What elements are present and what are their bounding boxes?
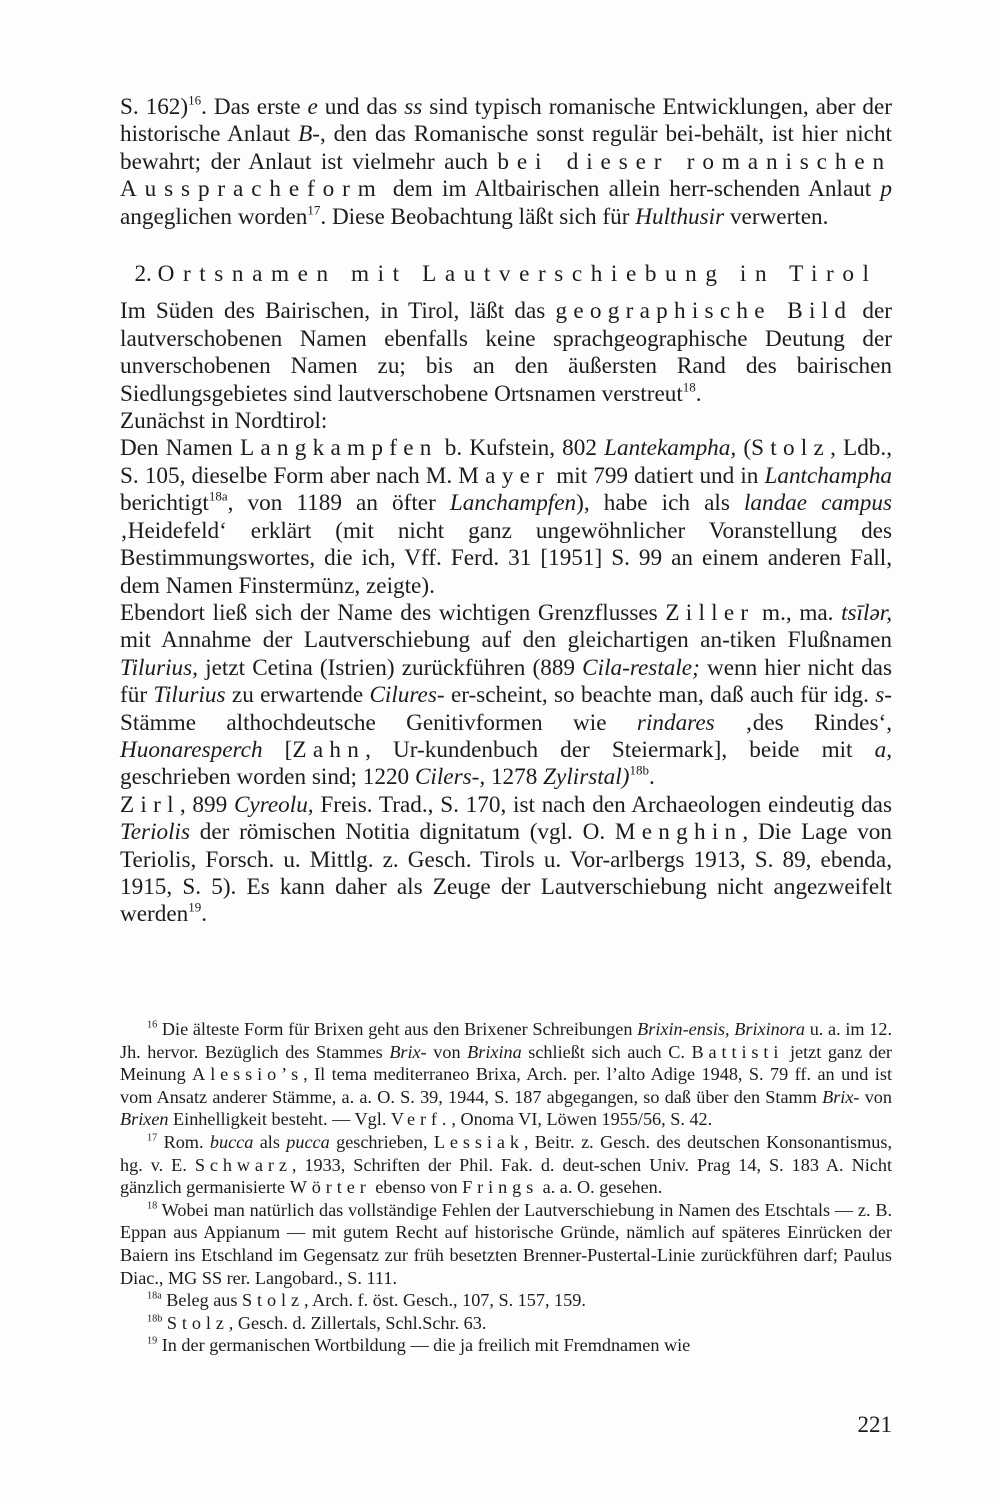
text-run: der lautverschobenen Namen ebenfalls keine sprachgeographische Deutung der unverschobenen Namen zu; bis an den äußersten Rand des bairischen Siedlungsgebietes sind lautverschobene Ortsnamen verstreut (120, 298, 893, 407)
text-run: , Gesch. d. Zillertals, Schl.Schr. 63. (228, 1312, 487, 1333)
paragraph-3: Zunächst in Nordtirol: (120, 408, 328, 435)
footnote-ref-19[interactable]: 19 (188, 899, 202, 915)
italic-term: Huonaresperch (120, 736, 263, 763)
italic-term: B- (298, 121, 320, 148)
footnote-number: 17 (147, 1132, 158, 1144)
italic-term: tsīlər, (841, 599, 892, 626)
spaced-emphasis: bei dieser romanischen Ausspracheform (120, 148, 893, 203)
spaced-emphasis: Ziller (665, 599, 755, 626)
footnote-ref-17[interactable]: 17 (307, 201, 321, 217)
italic-term: Tilurius, (120, 654, 198, 681)
author-name: Menghin (614, 819, 743, 846)
text-run: . (201, 901, 208, 928)
italic-term: Cilers-, (414, 764, 486, 791)
italic-term: bucca (209, 1131, 254, 1152)
text-run: Wobei man natürlich das vollständige Fehlen der Lautverschiebung in Namen des Etschtals — z. B. Eppan aus Appianum — mit gutem Recht auf historische Gründe, nämlich auf späteres Einrücken der Baiern ins Etschland im Gegensatz zur früh besetzten Brenner-Pustertal-Linie zurückführen darf; Paulus Diac., MG SS rer. Langobard., S. 111. (120, 1199, 892, 1288)
author-name: Schwarz (194, 1154, 292, 1175)
italic-term: Zylirstal) (543, 764, 630, 791)
text-run: Den Namen (120, 435, 240, 462)
text-run: Im Süden des Bairischen, in Tirol, läßt das (120, 298, 556, 325)
italic-term: Lanchampfen (449, 490, 577, 517)
section-number: 2. (134, 261, 152, 288)
paragraph-6 (120, 792, 892, 929)
italic-term: Lantchampha (764, 462, 892, 489)
italic-term: Hulthusir (635, 203, 725, 230)
text-run: angeglichen worden (120, 203, 308, 230)
paragraph-2 (120, 298, 892, 408)
text-run: , Ur-kundenbuch der Steiermark], beide mit (365, 736, 875, 763)
footnote-ref-18[interactable]: 18 (682, 378, 696, 394)
author-name: Frings (462, 1177, 539, 1198)
text-run: Rom. (157, 1131, 210, 1152)
text-run: , Ldb., S. 105, dieselbe Form aber nach M. (120, 435, 892, 489)
italic-term: a, (874, 736, 892, 763)
text-run: und das (317, 94, 405, 120)
italic-term: Cyreolu, (233, 791, 314, 818)
text-run: als (253, 1131, 287, 1152)
text-run: Freis. Trad., S. 170, ist nach den Archaeologen eindeutig das (313, 791, 892, 818)
text-run: , Arch. f. öst. Gesch., 107, S. 157, 159. (304, 1290, 586, 1311)
author-name: Lessiak (433, 1131, 524, 1152)
text-run: der römischen Notitia dignitatum (vgl. O. (190, 819, 615, 846)
text-run: jetzt ganz der Meinung (120, 1041, 892, 1085)
text-run: , Il tema mediterraneo Brixa, Arch. per. l’alto Adige 1948, S. 79 ff. an und ist vom Ansatz anderer Stämme, a. a. O. S. 39, 1944, S. 187 abgegangen, so daß über den Stamm (120, 1064, 892, 1107)
author-name: Verf. (390, 1109, 452, 1130)
text-run: , 1933, Schriften der Phil. Fak. d. deut-schen Univ. Prag 14, S. 183 A. Nicht gänzlich germanisierte (120, 1154, 892, 1198)
text-run: In der germanischen Wortbildung — die ja freilich mit Fremdnamen wie (157, 1335, 691, 1356)
italic-term: Cilures- (369, 682, 445, 709)
text-run: 1278 (485, 764, 544, 791)
footnote-16 (120, 1018, 892, 1131)
text-run: , von 1189 an öfter (227, 490, 450, 517)
italic-term: Tilurius (153, 682, 226, 709)
italic-term: Cila-restale; (582, 654, 700, 681)
footnote-number: 19 (147, 1335, 158, 1347)
paragraph-4 (120, 435, 892, 599)
italic-term: s (875, 682, 885, 709)
text-run: . Diese Beobachtung läßt sich für (320, 203, 636, 230)
text-run: verwerten. (724, 203, 829, 230)
text-run: Einhelligkeit besteht. — Vgl. (168, 1109, 391, 1130)
author-name: Stolz (751, 435, 831, 462)
text-run: b. Kufstein, 802 (437, 435, 605, 462)
text-run: . (648, 764, 655, 791)
text-run: Ebendort ließ sich der Name des wichtigen Grenzflusses (120, 599, 666, 626)
footnote-ref-18a[interactable]: 18a (208, 488, 228, 504)
text-run: . (695, 380, 702, 407)
text-run: mit Annahme der Lautverschiebung auf den gleichartigen an-tiken Flußnamen (120, 627, 892, 654)
page-number: 221 (857, 1412, 892, 1437)
text-run: mit 799 datiert und in (550, 462, 765, 489)
italic-term: p (880, 176, 892, 203)
text-run: geschrieben, (329, 1131, 434, 1152)
text-run: , Onoma VI, Löwen 1955/56, S. 42. (451, 1109, 713, 1130)
author-name: Zahn (292, 736, 366, 763)
text-run: ‚Heidefeld‘ erklärt (mit nicht ganz ungewöhnlicher Voranstellung des Bestimmungswortes, die ich, Vff. Ferd. 31 [1951] S. 99 an einem anderen Fall, dem Namen Finstermünz, zeigte). (120, 517, 892, 599)
section-title: Ortsnamen mit Lautverschiebung in Tirol (157, 261, 878, 288)
italic-term: Brix- (822, 1086, 860, 1107)
text-run: zu erwartende (225, 682, 370, 709)
footnote-ref-18b[interactable]: 18b (629, 762, 649, 778)
text-run: wenn hier nicht das für (120, 654, 892, 709)
author-name: Alessio’s (192, 1064, 304, 1085)
spaced-emphasis: Wörter (289, 1177, 371, 1198)
text-run: , den das Romanische sonst regulär bei-behält, ist hier nicht bewahrt; der Anlaut ist vielmehr auch (120, 121, 893, 175)
italic-term: Brix- (389, 1041, 427, 1062)
text-run: ( (736, 435, 752, 462)
text-run: sind typisch romanische Entwicklungen, aber der historische Anlaut (120, 94, 893, 148)
italic-term: Brixen (120, 1109, 169, 1130)
spaced-emphasis: Langkampfen (239, 435, 438, 462)
text-run: -Stämme althochdeutsche Genitivformen wie (120, 682, 892, 736)
spaced-emphasis: geographische Bild (555, 298, 853, 325)
author-name: Stolz (242, 1290, 304, 1311)
text-run: ‚des Rindes‘, (714, 709, 892, 736)
footnote-ref-16[interactable]: 16 (188, 92, 202, 108)
italic-term: ss (404, 94, 423, 120)
footnote-18a (120, 1289, 892, 1312)
italic-term: pucca (286, 1131, 330, 1152)
section-heading (120, 261, 892, 288)
author-name: Battisti (691, 1041, 784, 1062)
text-run: von (426, 1041, 468, 1062)
footnote-number: 18b (147, 1313, 163, 1325)
text-run: , Die Lage von Teriolis, Forsch. u. Mittlg. z. Gesch. Tirols u. Vor-arlbergs 1913, S. 89, ebenda, 1915, S. 5). Es kann daher als Zeuge der Lautverschiebung nicht angezweifelt werden (120, 819, 892, 928)
author-name: Stolz (166, 1312, 229, 1333)
footnote-18b (120, 1312, 892, 1335)
text-run: a. a. O. gesehen. (538, 1177, 663, 1198)
italic-term: landae campus (743, 490, 893, 517)
paragraph-1 (120, 94, 892, 231)
footnotes (120, 1018, 892, 1357)
text-run: schließt sich auch C. (521, 1041, 692, 1062)
footnote-number: 16 (147, 1019, 158, 1031)
spaced-emphasis: Zirl (120, 791, 180, 818)
text-run: dem im Altbairischen allein herr-schenden Anlaut (383, 176, 881, 203)
italic-term: Brixina (467, 1041, 522, 1062)
author-name: Mayer (458, 462, 551, 489)
italic-term: rindares (636, 709, 715, 736)
footnote-number: 18a (147, 1290, 162, 1302)
paragraph-5 (120, 600, 892, 792)
text-run: , Beitr. z. Gesch. des deutschen Konsonantismus, hg. v. E. (120, 1131, 892, 1175)
italic-term: Lantekampha, (604, 435, 737, 462)
text-run: von (859, 1086, 892, 1107)
italic-term: Teriolis (120, 819, 191, 846)
text-run: er-scheint, so beachte man, daß auch für idg. (444, 682, 876, 709)
text-run: m., ma. (754, 599, 842, 626)
main-text (120, 94, 892, 929)
text-run: geschrieben worden sind; 1220 (120, 764, 415, 791)
text-run: u. a. im 12. Jh. hervor. Bezüglich des Stammes (120, 1019, 892, 1062)
text-run: Beleg aus (161, 1290, 243, 1311)
footnote-19 (120, 1334, 892, 1357)
text-run: . Das erste (201, 94, 308, 120)
footnote-18 (120, 1199, 892, 1289)
italic-term: e (307, 94, 318, 120)
text-run: [ (262, 736, 293, 763)
text-run: berichtigt (120, 490, 209, 517)
text-run: ), habe ich als (576, 490, 744, 517)
footnote-17 (120, 1131, 892, 1199)
text-run: jetzt Cetina (Istrien) zurückführen (889 (197, 654, 583, 681)
italic-term: Brixin-ensis, Brixinora (637, 1019, 806, 1039)
text-run: , 899 (179, 791, 234, 818)
text-run: Die älteste Form für Brixen geht aus den Brixener Schreibungen (157, 1019, 638, 1039)
footnote-number: 18 (147, 1200, 158, 1212)
text-run: ebenso von (370, 1177, 463, 1198)
text-run: S. 162) (120, 94, 189, 120)
